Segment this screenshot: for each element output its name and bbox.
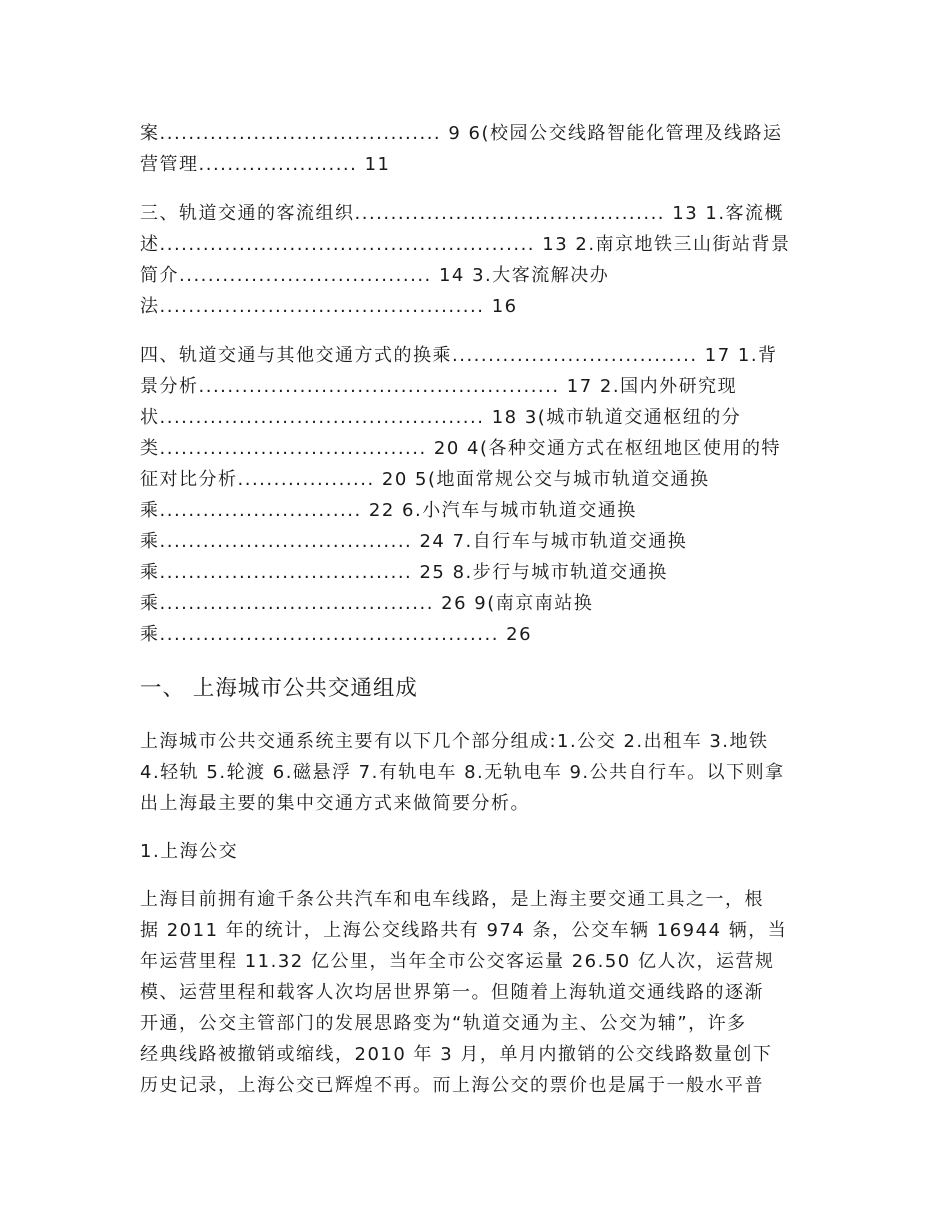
toc-line: 述.................................................... 13 2.南京地铁三山街站背景 xyxy=(140,234,791,255)
toc-line: 征对比分析................... 20 5(地面常规公交与城市轨道交通换 xyxy=(140,469,710,490)
toc-block xyxy=(140,198,812,322)
paragraph-line: 出上海最主要的集中交通方式来做简要分析。 xyxy=(140,793,530,814)
paragraph-line: 据 2011 年的统计，上海公交线路共有 974 条，公交车辆 16944 辆，当 xyxy=(140,920,788,941)
toc-line: 状............................................. 18 3(城市轨道交通枢纽的分 xyxy=(140,407,742,428)
toc-line: 乘................................... 25 8.步行与城市轨道交通换 xyxy=(140,562,668,583)
toc-line: 案....................................... 9 6(校园公交线路智能化管理及线路运 xyxy=(140,123,783,144)
toc-line: 乘...................................... 26 9(南京南站换 xyxy=(140,593,594,614)
toc-block xyxy=(140,340,812,650)
toc-line: 三、轨道交通的客流组织........................................... 13 1.客流概 xyxy=(140,203,785,224)
paragraph-line: 上海城市公共交通系统主要有以下几个部分组成:1.公交 2.出租车 3.地铁 xyxy=(140,731,769,752)
toc-line: 乘............................................... 26 xyxy=(140,624,533,645)
document-content xyxy=(140,118,812,1101)
paragraph-line: 开通，公交主管部门的发展思路变为“轨道交通为主、公交为辅”，许多 xyxy=(140,1013,747,1034)
paragraph-line: 年运营里程 11.32 亿公里，当年全市公交客运量 26.50 亿人次，运营规 xyxy=(140,951,775,972)
paragraph-line: 模、运营里程和载客人次均居世界第一。但随着上海轨道交通线路的逐渐 xyxy=(140,982,764,1003)
toc-line: 法............................................. 16 xyxy=(140,296,518,317)
paragraph-line: 4.轻轨 5.轮渡 6.磁悬浮 7.有轨电车 8.无轨电车 9.公共自行车。以下则拿 xyxy=(140,762,785,783)
toc-line: 乘............................ 22 6.小汽车与城市轨道交通换 xyxy=(140,500,637,521)
toc-line: 营管理...................... 11 xyxy=(140,154,391,175)
body-paragraph xyxy=(140,884,812,1101)
toc-line: 四、轨道交通与其他交通方式的换乘.................................. 17 1.背 xyxy=(140,345,778,366)
paragraph-line: 上海目前拥有逾千条公共汽车和电车线路，是上海主要交通工具之一，根 xyxy=(140,889,764,910)
toc-line: 简介................................... 14 3.大客流解决办 xyxy=(140,265,610,286)
paragraph-line: 历史记录，上海公交已辉煌不再。而上海公交的票价也是属于一般水平普 xyxy=(140,1075,764,1096)
intro-paragraph xyxy=(140,726,812,819)
toc-line: 乘................................... 24 7.自行车与城市轨道交通换 xyxy=(140,531,688,552)
toc-line: 景分析.................................................. 17 2.国内外研究现 xyxy=(140,376,738,397)
toc-block xyxy=(140,118,812,180)
section-heading: 一、 上海城市公共交通组成 xyxy=(140,676,418,701)
toc-line: 类..................................... 20 4(各种交通方式在枢纽地区使用的特 xyxy=(140,438,782,459)
paragraph-line: 经典线路被撤销或缩线，2010 年 3 月，单月内撤销的公交线路数量创下 xyxy=(140,1044,773,1065)
subsection-heading: 1.上海公交 xyxy=(140,841,239,862)
